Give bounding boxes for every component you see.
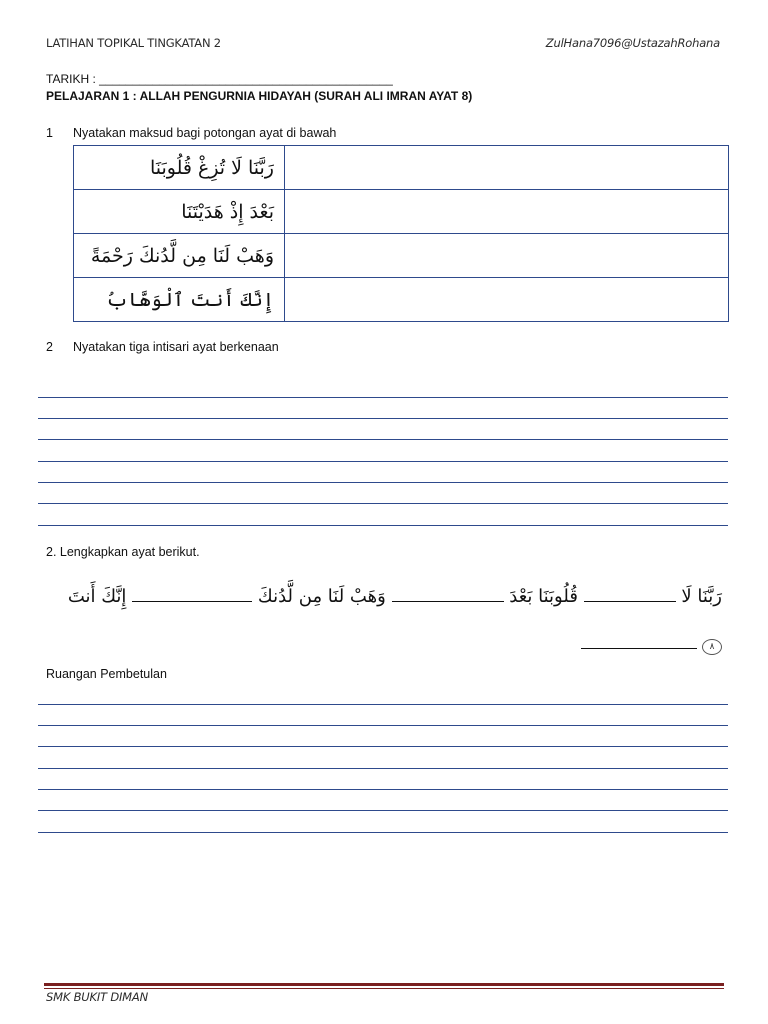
table-row	[74, 234, 729, 278]
verse-part: إِنَّكَ أَنتَ	[67, 586, 127, 607]
ayat-segment: وَهَبْ لَنَا مِن لَّدُنكَ رَحْمَةً	[74, 234, 285, 278]
verse-part: قُلُوبَنَا بَعْدَ	[509, 586, 578, 607]
answer-line[interactable]	[38, 503, 728, 504]
verse-ending	[581, 634, 722, 655]
header-right: ZulHana7096@UstazahRohana	[545, 36, 720, 50]
correction-line[interactable]	[38, 768, 728, 769]
meaning-answer-cell[interactable]	[285, 190, 729, 234]
q1-text: Nyatakan maksud bagi potongan ayat di bawah	[73, 126, 337, 140]
answer-line[interactable]	[38, 397, 728, 398]
lesson-title: PELAJARAN 1 : ALLAH PENGURNIA HIDAYAH (SURAH ALI IMRAN AYAT 8)	[46, 89, 473, 103]
answer-line[interactable]	[38, 525, 728, 526]
answer-line[interactable]	[38, 418, 728, 419]
q3-text: 2. Lengkapkan ayat berikut.	[46, 545, 200, 559]
table-row	[74, 278, 729, 322]
header-left: LATIHAN TOPIKAL TINGKATAN 2	[46, 36, 221, 50]
ayat-segment: إِنَّكَ أَنتَ ٱلْوَهَّابُ	[74, 278, 285, 322]
meaning-answer-cell[interactable]	[285, 146, 729, 190]
footer-school-name: SMK BUKIT DIMAN	[46, 990, 148, 1004]
table-row	[74, 146, 729, 190]
answer-line[interactable]	[38, 461, 728, 462]
meaning-answer-cell[interactable]	[285, 278, 729, 322]
correction-line[interactable]	[38, 789, 728, 790]
ayat-segment: رَبَّنَا لَا تُزِغْ قُلُوبَنَا	[74, 146, 285, 190]
verse-part: وَهَبْ لَنَا مِن لَّدُنكَ	[257, 586, 386, 607]
fill-blank[interactable]	[392, 587, 504, 602]
correction-label: Ruangan Pembetulan	[46, 667, 167, 681]
footer-rule	[44, 983, 724, 986]
footer-rule-thin	[44, 988, 724, 989]
ayat-meaning-table	[73, 145, 729, 322]
meaning-answer-cell[interactable]	[285, 234, 729, 278]
table-row	[74, 190, 729, 234]
correction-line[interactable]	[38, 704, 728, 705]
ayah-end-marker-icon: ٨	[702, 639, 722, 655]
fill-blank[interactable]	[581, 634, 697, 649]
fill-in-verse	[32, 586, 722, 607]
verse-part: رَبَّنَا لَا	[681, 586, 722, 607]
q2-number: 2	[46, 340, 53, 354]
ayat-segment: بَعْدَ إِذْ هَدَيْتَنَا	[74, 190, 285, 234]
correction-line[interactable]	[38, 810, 728, 811]
q1-number: 1	[46, 126, 53, 140]
correction-line[interactable]	[38, 746, 728, 747]
q2-text: Nyatakan tiga intisari ayat berkenaan	[73, 340, 279, 354]
answer-line[interactable]	[38, 482, 728, 483]
date-field[interactable]: TARIKH : ____________________________________________	[46, 72, 393, 86]
fill-blank[interactable]	[584, 587, 676, 602]
fill-blank[interactable]	[132, 587, 252, 602]
correction-line[interactable]	[38, 725, 728, 726]
correction-line[interactable]	[38, 832, 728, 833]
answer-line[interactable]	[38, 439, 728, 440]
